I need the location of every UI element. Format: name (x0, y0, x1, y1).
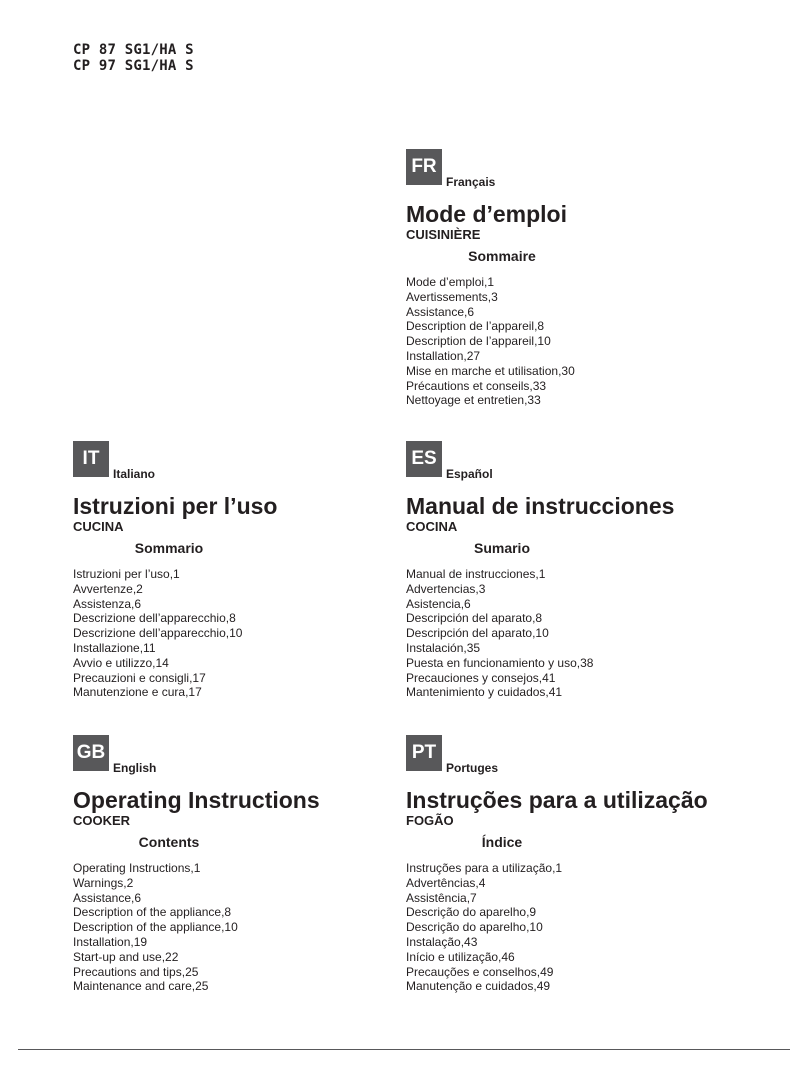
toc-heading: Índice (481, 834, 523, 850)
toc-item[interactable]: Precauzioni e consigli,17 (73, 670, 206, 685)
language-header (406, 441, 726, 481)
toc-item[interactable]: Start-up and use,22 (73, 949, 179, 964)
toc-item[interactable]: Precauções e conselhos,49 (406, 964, 554, 979)
toc-item[interactable]: Installation,19 (73, 934, 148, 949)
section-title: Instruções para a utilização (406, 787, 708, 813)
toc-item[interactable]: Descrizione dell’apparecchio,10 (73, 626, 243, 641)
toc-item[interactable]: Assistência,7 (406, 890, 477, 905)
toc-list (73, 567, 393, 700)
language-header (73, 735, 393, 775)
section-it (73, 441, 393, 700)
section-title: Operating Instructions (73, 787, 320, 813)
toc-heading: Contents (138, 834, 200, 850)
toc-item[interactable]: Manual de instrucciones,1 (406, 567, 546, 581)
model-numbers (73, 42, 194, 74)
model-number: CP 87 SG1/HA S (73, 42, 194, 58)
language-code-badge: IT (73, 441, 109, 477)
language-code-badge: FR (406, 149, 442, 185)
toc-item[interactable]: Asistencia,6 (406, 596, 471, 611)
language-header (406, 735, 726, 775)
toc-item[interactable]: Description de l’appareil,10 (406, 334, 551, 349)
language-code-badge: GB (73, 735, 109, 771)
toc-item[interactable]: Operating Instructions,1 (73, 861, 201, 875)
section-subtitle: CUISINIÈRE (406, 227, 481, 242)
toc-list (406, 275, 726, 408)
toc-item[interactable]: Instalación,35 (406, 640, 481, 655)
section-title: Manual de instrucciones (406, 493, 675, 519)
toc-list (406, 861, 726, 994)
toc-item[interactable]: Avvio e utilizzo,14 (73, 655, 169, 670)
toc-item[interactable]: Assistenza,6 (73, 596, 142, 611)
toc-item[interactable]: Nettoyage et entretien,33 (406, 393, 541, 408)
toc-item[interactable]: Maintenance and care,25 (73, 979, 209, 994)
toc-heading: Sumario (473, 540, 530, 556)
toc-item[interactable]: Início e utilização,46 (406, 949, 515, 964)
toc-item[interactable]: Precauciones y consejos,41 (406, 670, 556, 685)
language-name: English (113, 761, 157, 775)
toc-item[interactable]: Mantenimiento y cuidados,41 (406, 685, 563, 700)
toc-item[interactable]: Puesta en funcionamiento y uso,38 (406, 655, 594, 670)
toc-item[interactable]: Avvertenze,2 (73, 581, 143, 596)
toc-item[interactable]: Advertencias,3 (406, 581, 486, 596)
toc-item[interactable]: Descripción del aparato,10 (406, 626, 549, 641)
language-name: Français (446, 175, 496, 189)
language-header (406, 149, 726, 189)
toc-item[interactable]: Precautions and tips,25 (73, 964, 199, 979)
toc-heading: Sommario (134, 540, 204, 556)
toc-item[interactable]: Descrição do aparelho,9 (406, 905, 537, 920)
language-name: Portuges (446, 761, 499, 775)
toc-item[interactable]: Advertências,4 (406, 875, 486, 890)
toc-item[interactable]: Descripción del aparato,8 (406, 611, 543, 626)
toc-item[interactable]: Assistance,6 (73, 890, 142, 905)
bottom-divider (18, 1049, 790, 1050)
toc-item[interactable]: Manutenção e cuidados,49 (406, 979, 551, 994)
section-subtitle: COOKER (73, 813, 131, 828)
toc-item[interactable]: Description of the appliance,8 (73, 905, 232, 920)
language-code-badge: PT (406, 735, 442, 771)
toc-item[interactable]: Assistance,6 (406, 304, 475, 319)
toc-heading: Sommaire (468, 248, 536, 264)
toc-item[interactable]: Installation,27 (406, 348, 481, 363)
section-subtitle: COCINA (406, 519, 458, 534)
section-fr (406, 149, 726, 408)
toc-item[interactable]: Installazione,11 (73, 640, 156, 655)
toc-item[interactable]: Warnings,2 (73, 875, 134, 890)
toc-item[interactable]: Manutenzione e cura,17 (73, 685, 202, 700)
toc-item[interactable]: Descrizione dell’apparecchio,8 (73, 611, 236, 626)
toc-item[interactable]: Istruzioni per l’uso,1 (73, 567, 180, 581)
toc-item[interactable]: Descrição do aparelho,10 (406, 920, 543, 935)
toc-list (73, 861, 393, 994)
toc-item[interactable]: Mise en marche et utilisation,30 (406, 363, 575, 378)
toc-item[interactable]: Instruções para a utilização,1 (406, 861, 563, 875)
toc-item[interactable]: Description de l’appareil,8 (406, 319, 545, 334)
toc-item[interactable]: Instalação,43 (406, 934, 478, 949)
language-name: Italiano (113, 467, 156, 481)
section-pt (406, 735, 726, 994)
section-title: Istruzioni per l’uso (73, 493, 278, 519)
language-name: Español (446, 467, 493, 481)
toc-list (406, 567, 726, 700)
toc-item[interactable]: Avertissements,3 (406, 289, 498, 304)
language-header (73, 441, 393, 481)
language-code-badge: ES (406, 441, 442, 477)
toc-item[interactable]: Précautions et conseils,33 (406, 378, 547, 393)
section-subtitle: FOGÃO (406, 813, 454, 828)
section-es (406, 441, 726, 700)
section-title: Mode d’emploi (406, 201, 567, 227)
section-gb (73, 735, 393, 994)
section-subtitle: CUCINA (73, 519, 124, 534)
toc-item[interactable]: Description of the appliance,10 (73, 920, 238, 935)
toc-item[interactable]: Mode d’emploi,1 (406, 275, 495, 289)
model-number: CP 97 SG1/HA S (73, 58, 194, 74)
